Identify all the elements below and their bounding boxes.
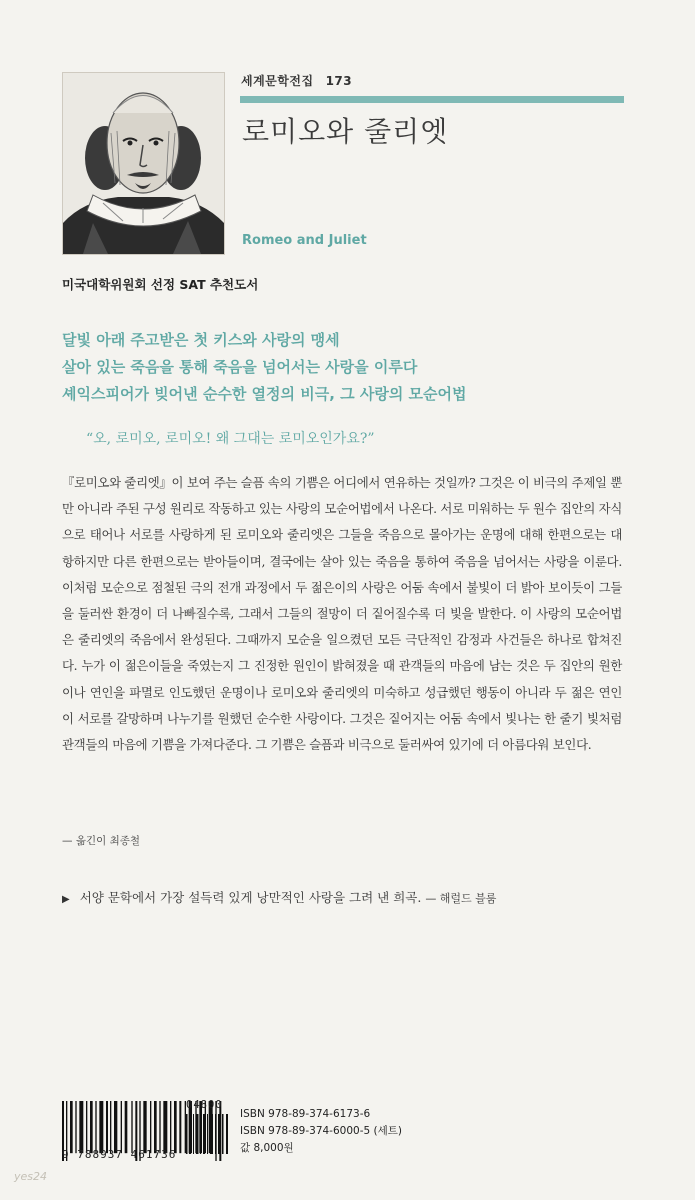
shakespeare-portrait: [62, 72, 225, 255]
book-title-korean: 로미오와 줄리엣: [242, 115, 449, 148]
translator-credit: — 옮긴이 최종철: [62, 835, 141, 847]
addon-barcode-icon: [186, 1114, 230, 1154]
praise-attribution: — 해럴드 블룸: [425, 892, 497, 905]
isbn-line: ISBN 978-89-374-6173-6: [240, 1108, 371, 1120]
addon-digits: 04800: [186, 1099, 223, 1111]
praise-blurb: [62, 888, 496, 906]
praise-text: 서양 문학에서 가장 설득력 있게 낭만적인 사랑을 그려 낸 희곡.: [79, 890, 422, 905]
isbn-set-line: ISBN 978-89-374-6000-5 (세트): [240, 1125, 402, 1137]
book-title-english: Romeo and Juliet: [242, 233, 367, 248]
isbn-block: [240, 1106, 402, 1157]
triangle-bullet-icon: ▶: [62, 894, 70, 905]
title-divider-bar: [240, 96, 624, 103]
price-label: 값 8,000원: [240, 1142, 294, 1154]
barcode-digits: 9 788937 461736: [62, 1148, 177, 1161]
series-number: 173: [325, 74, 353, 88]
portrait-engraving-icon: [63, 73, 224, 254]
famous-quote: “오, 로미오, 로미오! 왜 그대는 로미오인가요?”: [86, 431, 375, 447]
tagline-item: 달빛 아래 주고받은 첫 키스와 사랑의 맹세: [62, 331, 340, 349]
series-label: [241, 72, 352, 89]
synopsis-paragraph: 『로미오와 줄리엣』이 보여 주는 슬픔 속의 기쁨은 어디에서 연유하는 것일까? 그것은 이 비극의 주제일 뿐만 아니라 주된 구성 원리로 작동하고 있는 사랑의 모순어법에서 나온다. 서로 미워하는 두 원수 집안의 자식으로 태어나 서로를 사랑하게 된 로미오와 줄리엣은 그들을 죽음으로 몰아가는 운명에 대해 한편으로는 대항하지만 다른 한편으로는 받아들이며, 결국에는 살아 있는 죽음을 통하여 죽음을 넘어서는 사랑을 이룬다. 이처럼 모순으로 점철된 극의 전개 과정에서 두 젊은이의 사랑은 어둠 속에서 불빛이 더 밝아 보이듯이 그들을 둘러싼 환경이 더 나빠질수록, 그래서 그들의 절망이 더 짙어질수록 더 빛을 발한다. 이 사랑의 모순어법은 줄리엣의 죽음에서 완성된다. 그때까지 모순을 일으켰던 모든 극단적인 감정과 사건들은 하나로 합쳐진다. 누가 이 젊은이들을 죽였는지 그 진정한 원인이 밝혀졌을 때 관객들의 마음에 남는 것은 두 집안의 원한이나 연인을 파멸로 인도했던 운명이나 로미오와 줄리엣의 미숙하고 성급했던 행동이 아니라 두 젊은 연인이 서로를 갈망하며 나누기를 원했던 순수한 사랑이다. 그것은 짙어지는 어둠 속에서 빛나는 한 줄기 빛처럼 관객들의 마음에 기쁨을 가져다준다. 그 기쁨은 슬픔과 비극으로 둘러싸여 있기에 더 아름다워 보인다.: [62, 475, 622, 753]
tagline-item: 살아 있는 죽음을 통해 죽음을 넘어서는 사랑을 이루다: [62, 358, 418, 376]
series-name: 세계문학전집: [241, 74, 314, 88]
tagline-list: [62, 327, 642, 408]
tagline-item: 셰익스피어가 빚어낸 순수한 열정의 비극, 그 사랑의 모순어법: [62, 385, 467, 403]
recommendation-label: 미국대학위원회 선정 SAT 추천도서: [62, 277, 259, 292]
watermark-logo: yes24: [14, 1170, 48, 1183]
